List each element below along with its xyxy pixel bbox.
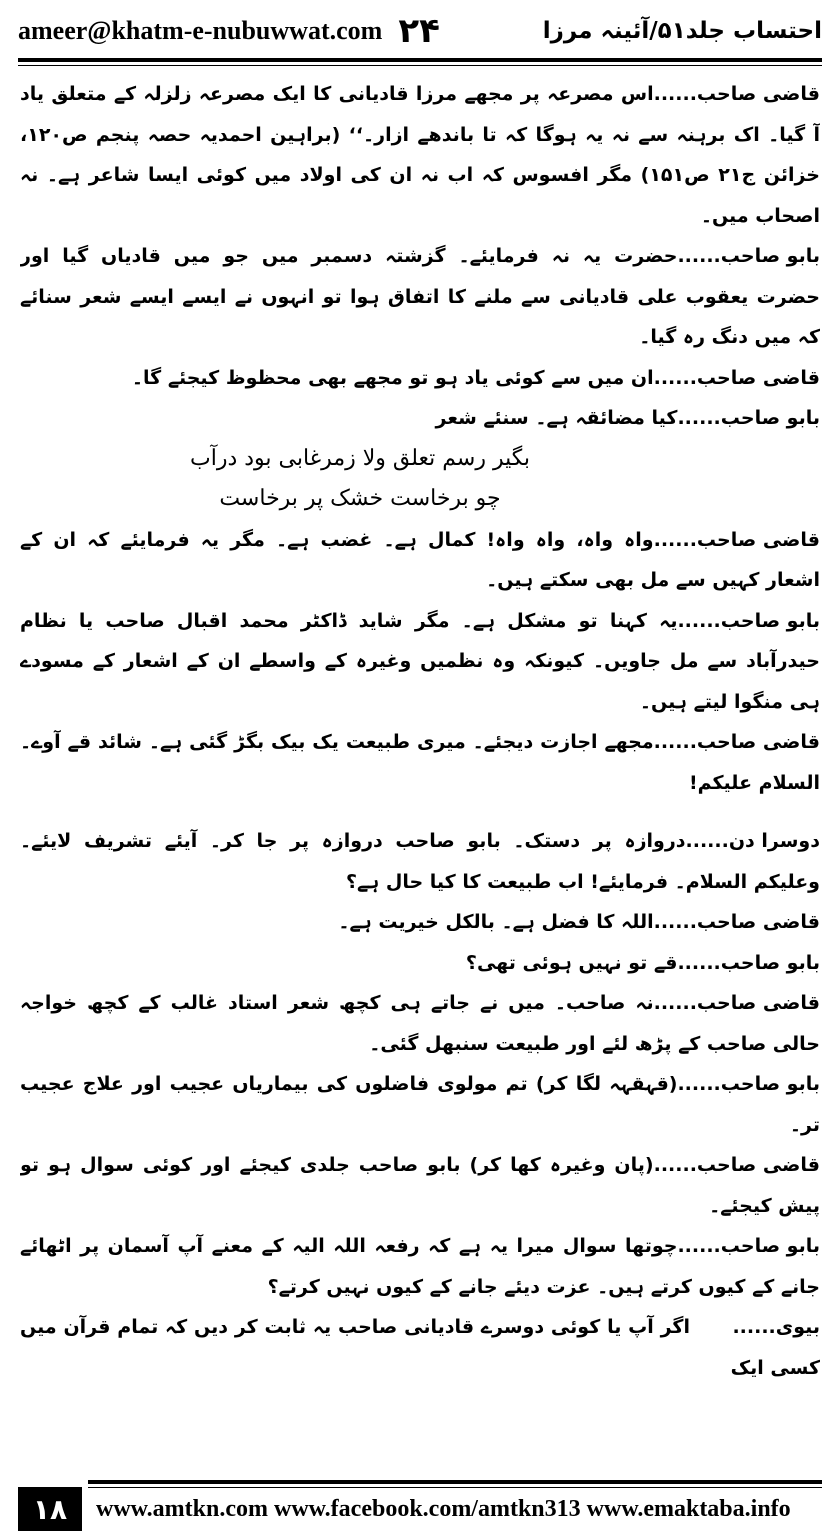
dialogue-line	[20, 601, 820, 723]
speaker-label: بابو صاحب......	[677, 609, 820, 632]
dialogue-text: قے تو نہیں ہوئی تھی؟	[465, 951, 678, 974]
dialogue-text: دروازہ پر دستک۔ بابو صاحب دروازہ پر جا کر۔ آیئے تشریف لایئے۔ وعلیکم السلام۔ فرمایئے! اب طبیعت کا کیا حال ہے؟	[20, 830, 820, 893]
dialogue-text: اللہ کا فضل ہے۔ بالکل خیریت ہے۔	[338, 911, 654, 933]
speaker-label: قاضی صاحب......	[653, 528, 820, 551]
dialogue-text: واہ واہ، واہ واہ! کمال ہے۔ غضب ہے۔ مگر یہ فرمایئے کہ ان کے اشعار کہیں سے مل بھی سکتے ہیں۔	[20, 528, 820, 591]
speaker-label: دوسرا دن......	[685, 830, 820, 852]
verse-line-2: چو برخاست خشک پر برخاست	[219, 486, 501, 511]
dialogue-text: اس مصرعہ پر مجھے مرزا قادیانی کا ایک مصرعہ زلزلہ کے متعلق یاد آ گیا۔ اک برہنہ سے نہ یہ ہوگا کہ تا باندھے ازار۔‘‘ (براہین احمدیہ حصہ پنجم ص۱۲۰، خزائن ج۲۱ ص۱۵۱) مگر افسوس کہ اب نہ ان کی اولاد میں کوئی ایسا شاعر ہے۔ نہ اصحاب میں۔	[20, 83, 820, 227]
header-book-title: احتساب جلد۵۱/آئینہ مرزا	[542, 18, 822, 44]
dialogue-line	[20, 722, 820, 803]
dialogue-text: (قہقہہ لگا کر) تم مولوی فاضلوں کی بیماریاں عجیب اور علاج عجیب تر۔	[20, 1073, 820, 1136]
speaker-label: قاضی صاحب......	[653, 366, 820, 389]
dialogue-text: مجھے اجازت دیجئے۔ میری طبیعت یک بیک بگڑ گئی ہے۔ شائد قے آوے۔ السلام علیکم!	[20, 731, 820, 794]
speaker-label: بابو صاحب......	[677, 245, 820, 267]
section-gap	[20, 803, 820, 821]
dialogue-text: (پان وغیرہ کھا کر) بابو صاحب جلدی کیجئے اور کوئی سوال ہو تو پیش کیجئے۔	[20, 1154, 820, 1217]
header-left	[18, 11, 440, 51]
speaker-label: بابو صاحب......	[677, 1235, 820, 1257]
speaker-label: بابو صاحب......	[677, 951, 820, 974]
dialogue-text: حضرت یہ نہ فرمایئے۔ گزشتہ دسمبر میں جو میں قادیاں گیا اور حضرت یعقوب علی قادیانی سے ملنے کا اتفاق ہوا تو انہوں نے ایسے ایسے شعر سنائے کہ میں دنگ رہ گیا۔	[20, 245, 820, 348]
dialogue-line	[20, 1145, 820, 1226]
dialogue-text: یہ کہنا تو مشکل ہے۔ مگر شاید ڈاکٹر محمد اقبال صاحب یا نظام حیدرآباد سے مل جاویں۔ کیونکہ وہ نظمیں وغیرہ کے واسطے ان کے اشعار کے مسودے ہی منگوا لیتے ہیں۔	[20, 609, 820, 713]
speaker-label: بیوی......	[732, 1316, 820, 1338]
header-rule	[18, 58, 822, 62]
page-footer	[18, 1486, 822, 1532]
verse-line-1: بگیر رسم تعلق ولا زمرغابی بود درآب	[190, 445, 530, 471]
page-header	[18, 8, 822, 54]
speaker-label: قاضی صاحب......	[653, 992, 820, 1014]
dialogue-line	[20, 1226, 820, 1307]
header-email[interactable]: ameer@khatm-e-nubuwwat.com	[18, 16, 383, 45]
speaker-label: قاضی صاحب......	[653, 83, 820, 105]
dialogue-line	[20, 902, 820, 943]
dialogue-line	[20, 821, 820, 902]
speaker-label: قاضی صاحب......	[653, 731, 820, 753]
header-rule-thin	[18, 65, 822, 66]
dialogue-text: کیا مضائقہ ہے۔ سنئے شعر	[435, 407, 678, 429]
footer-urls[interactable]: www.amtkn.com www.facebook.com/amtkn313 www.emaktaba.info	[96, 1495, 791, 1522]
dialogue-line	[20, 358, 820, 399]
speaker-label: بابو صاحب......	[677, 1073, 820, 1095]
dialogue-line	[20, 1064, 820, 1145]
dialogue-line	[20, 1307, 820, 1388]
dialogue-line	[20, 74, 820, 236]
header-page-number: ۲۴	[398, 11, 440, 51]
dialogue-line	[20, 236, 820, 358]
dialogue-text: چوتھا سوال میرا یہ ہے کہ رفعہ اللہ الیہ کے معنے آپ آسمان پر اٹھائے جانے کے کیوں کرتے ہیں۔ عزت دیئے جانے کے کیوں نہیں کرتے؟	[20, 1235, 820, 1298]
footer-rule	[88, 1480, 822, 1484]
footer-page-number: ۱۸	[18, 1487, 82, 1531]
speaker-label: قاضی صاحب......	[653, 1154, 820, 1176]
dialogue-line	[20, 943, 820, 984]
speaker-label: قاضی صاحب......	[653, 911, 820, 933]
dialogue-line	[20, 398, 820, 439]
speaker-label: بابو صاحب......	[677, 407, 820, 429]
dialogue-line	[20, 983, 820, 1064]
dialogue-text: نہ صاحب۔ میں نے جاتے ہی کچھ شعر استاد غالب کے کچھ خواجہ حالی صاحب کے پڑھ لئے اور طبیعت سنبھل گئی۔	[20, 992, 820, 1055]
page-body	[20, 74, 820, 1462]
dialogue-text: اگر آپ یا کوئی دوسرے قادیانی صاحب یہ ثابت کر دیں کہ تمام قرآن میں کسی ایک	[20, 1316, 820, 1379]
dialogue-text: ان میں سے کوئی یاد ہو تو مجھے بھی محظوظ کیجئے گا۔	[131, 366, 654, 389]
dialogue-line	[20, 520, 820, 601]
